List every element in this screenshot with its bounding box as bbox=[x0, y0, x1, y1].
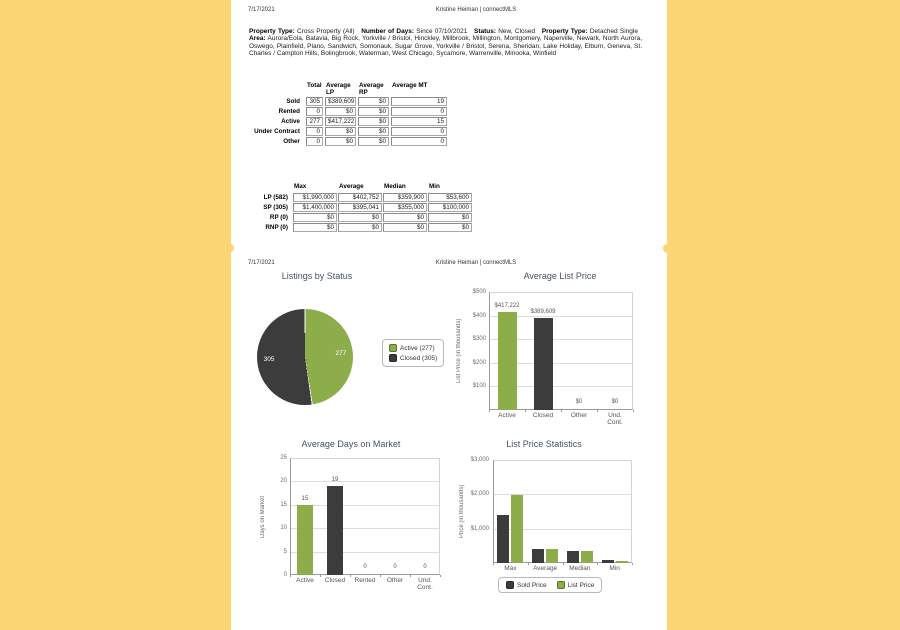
criteria-segment: Property Type: Detached Single bbox=[541, 28, 642, 35]
y-tick-label: 5 bbox=[283, 548, 287, 555]
criteria-segment: Property Type: Cross Property (All) bbox=[249, 28, 362, 35]
table-row-label: Other bbox=[283, 138, 300, 145]
criteria-segment: Number of Days: Since 07/10/2021 bbox=[361, 28, 474, 35]
bar bbox=[602, 560, 614, 563]
bar bbox=[511, 495, 523, 563]
bar-value-label: 0 bbox=[423, 564, 427, 570]
table-value-cell: $53,600 bbox=[428, 193, 472, 202]
table-row-label: Under Contract bbox=[254, 128, 300, 135]
bar-value-label: 0 bbox=[393, 564, 397, 570]
table-header-cell: Max bbox=[294, 183, 307, 190]
table-value-cell: $100,000 bbox=[428, 203, 472, 212]
table-value-cell: 0 bbox=[306, 127, 323, 136]
average-days-on-market-ylabel: Days on Market bbox=[260, 495, 266, 538]
axis-tick bbox=[350, 575, 351, 577]
gridline bbox=[291, 528, 439, 529]
criteria-segment: Area: Aurora/Eola, Batavia, Big Rock, Yorkville / Bristol, Hinckley, Millbrook, Millington, Montgomery, Naperville, Newark, North Aurora, Oswego, Plainfield, Plano, Sandwich, Somonauk, Sugar Grove, Yorkville / Bristol, Serena, Sheridan, Lake Holiday, Elburn, Geneva, St. Charles / Campton Hills, Bolingbrook, Waterman, West Chicago, Sycamore, Warrenville, Minooka, Winfield bbox=[249, 35, 642, 58]
table-value-cell: $0 bbox=[358, 107, 389, 116]
table-header-cell: Total bbox=[307, 82, 322, 89]
bar-value-label: $389,609 bbox=[530, 309, 556, 316]
bar bbox=[546, 549, 558, 563]
x-category-label: Average bbox=[533, 565, 558, 572]
bar-value-label: $0 bbox=[575, 399, 583, 405]
table-value-cell: $1,990,000 bbox=[293, 193, 337, 202]
table-value-cell: $359,900 bbox=[383, 193, 427, 202]
bar bbox=[567, 551, 579, 563]
bar-value-label: 19 bbox=[331, 477, 339, 484]
pie-slice-label: 277 bbox=[335, 350, 347, 358]
criteria-segment: Status: New, Closed bbox=[473, 28, 542, 35]
table-value-cell: 0 bbox=[391, 127, 447, 136]
table-value-cell: $0 bbox=[358, 127, 389, 136]
page1-date: 7/17/2021 bbox=[248, 7, 275, 13]
table-value-cell: $0 bbox=[383, 213, 427, 222]
report-page bbox=[231, 0, 667, 630]
table-value-cell: $0 bbox=[383, 223, 427, 232]
table-row-label: SP (305) bbox=[263, 204, 288, 211]
table-row-label: Rented bbox=[278, 108, 300, 115]
legend-label: Closed (305) bbox=[400, 354, 438, 362]
bar bbox=[534, 318, 553, 410]
x-category-label: Rented bbox=[354, 577, 376, 584]
legend-label: Sold Price bbox=[517, 581, 547, 589]
table-header-cell: Average MT bbox=[392, 82, 428, 89]
page2-date: 7/17/2021 bbox=[248, 260, 275, 266]
x-category-label: Max bbox=[504, 565, 517, 572]
table-row-label: Active bbox=[281, 118, 300, 125]
y-tick-label: $1,000 bbox=[470, 525, 489, 532]
table-value-cell: $402,752 bbox=[338, 193, 382, 202]
bar-value-label: $417,222 bbox=[494, 302, 520, 309]
axis-tick bbox=[633, 410, 634, 412]
y-tick-label: $2,000 bbox=[470, 491, 489, 498]
bar bbox=[532, 549, 544, 563]
y-tick-label: 20 bbox=[280, 478, 287, 485]
table-header-cell: Median bbox=[384, 183, 406, 190]
average-list-price-ylabel: List Price (in thousands) bbox=[456, 318, 462, 384]
bar bbox=[498, 312, 517, 410]
table-value-cell: $0 bbox=[428, 223, 472, 232]
y-tick-label: 15 bbox=[280, 501, 287, 508]
axis-tick bbox=[525, 410, 526, 412]
pie-slice-label: 305 bbox=[263, 355, 275, 363]
chart-layer bbox=[231, 0, 667, 630]
table-value-cell: 0 bbox=[391, 107, 447, 116]
table-value-cell: $0 bbox=[358, 117, 389, 126]
y-tick-label: $3,000 bbox=[470, 457, 489, 463]
table-row-label: LP (582) bbox=[263, 194, 288, 201]
bar bbox=[497, 515, 509, 563]
x-category-label: Other bbox=[386, 577, 404, 584]
legend-label: Active (277) bbox=[400, 344, 435, 352]
gridline bbox=[291, 505, 439, 506]
table-value-cell: $1,400,000 bbox=[293, 203, 337, 212]
y-tick-label: $400 bbox=[472, 312, 486, 319]
table-value-cell: $0 bbox=[358, 97, 389, 106]
bar-value-label: $0 bbox=[611, 399, 619, 405]
bar-value-label: 0 bbox=[363, 564, 367, 570]
table-row-label: RP (0) bbox=[269, 214, 288, 221]
axis-tick bbox=[632, 563, 633, 565]
y-tick-label: 25 bbox=[280, 455, 287, 461]
y-tick-label: $200 bbox=[472, 359, 486, 366]
table-value-cell: $395,041 bbox=[338, 203, 382, 212]
x-category-label: Closed bbox=[532, 412, 554, 419]
table-value-cell: $0 bbox=[325, 137, 356, 146]
axis-tick bbox=[597, 410, 598, 412]
table-value-cell: 277 bbox=[306, 117, 323, 126]
table-value-cell: 0 bbox=[391, 137, 447, 146]
x-category-label: Median bbox=[569, 565, 591, 572]
axis-tick bbox=[380, 575, 381, 577]
page2-user-header: Kristine Heiman | connectMLS bbox=[435, 260, 517, 266]
average-days-on-market-title: Average Days on Market bbox=[301, 439, 401, 449]
table-value-cell: $0 bbox=[293, 223, 337, 232]
x-category-label: Und. Cont. bbox=[607, 412, 623, 426]
table-value-cell: 15 bbox=[391, 117, 447, 126]
bar bbox=[327, 486, 343, 575]
x-category-label: Active bbox=[296, 577, 314, 584]
table-value-cell: $0 bbox=[428, 213, 472, 222]
table-value-cell: $0 bbox=[358, 137, 389, 146]
legend-label: List Price bbox=[567, 581, 595, 589]
table-header-cell: Min bbox=[429, 183, 440, 190]
bar bbox=[616, 561, 628, 563]
axis-tick bbox=[561, 410, 562, 412]
table-value-cell: 19 bbox=[391, 97, 447, 106]
listings-by-status-title: Listings by Status bbox=[281, 271, 353, 281]
table-value-cell: $0 bbox=[338, 213, 382, 222]
table-value-cell: $0 bbox=[293, 213, 337, 222]
x-category-label: Min bbox=[609, 565, 620, 572]
y-tick-label: $300 bbox=[472, 336, 486, 343]
bar bbox=[297, 505, 313, 575]
table-value-cell: $417,222 bbox=[325, 117, 356, 126]
axis-tick bbox=[290, 575, 291, 577]
axis-tick bbox=[410, 575, 411, 577]
table-value-cell: $0 bbox=[325, 127, 356, 136]
x-category-label: Active bbox=[498, 412, 516, 419]
table-value-cell: 305 bbox=[306, 97, 323, 106]
bar-value-label: 15 bbox=[301, 495, 309, 502]
table-row-label: RNP (0) bbox=[265, 224, 288, 231]
gridline bbox=[291, 552, 439, 553]
page1-user-header: Kristine Heiman | connectMLS bbox=[435, 7, 517, 13]
axis-tick bbox=[489, 410, 490, 412]
x-category-label: Other bbox=[570, 412, 588, 419]
table-header-cell: Average LP bbox=[326, 82, 351, 96]
table-value-cell: 0 bbox=[306, 137, 323, 146]
x-category-label: Closed bbox=[324, 577, 346, 584]
x-category-label: Und. Cont. bbox=[417, 577, 433, 591]
average-list-price-title: Average List Price bbox=[523, 271, 597, 281]
y-tick-label: 10 bbox=[280, 525, 287, 532]
table-value-cell: $389,609 bbox=[325, 97, 356, 106]
list-price-statistics-ylabel: Price (in thousands) bbox=[459, 484, 465, 539]
bar bbox=[581, 551, 593, 563]
table-value-cell: $355,000 bbox=[383, 203, 427, 212]
y-tick-label: 0 bbox=[283, 572, 287, 578]
table-value-cell: 0 bbox=[306, 107, 323, 116]
axis-tick bbox=[440, 575, 441, 577]
table-value-cell: $0 bbox=[338, 223, 382, 232]
axis-tick bbox=[320, 575, 321, 577]
table-row-label: Sold bbox=[286, 98, 300, 105]
table-header-cell: Average RP bbox=[359, 82, 384, 96]
list-price-statistics-title: List Price Statistics bbox=[506, 439, 582, 449]
y-tick-label: $100 bbox=[472, 383, 486, 390]
table-header-cell: Average bbox=[339, 183, 364, 190]
y-tick-label: $500 bbox=[472, 289, 486, 295]
table-value-cell: $0 bbox=[325, 107, 356, 116]
